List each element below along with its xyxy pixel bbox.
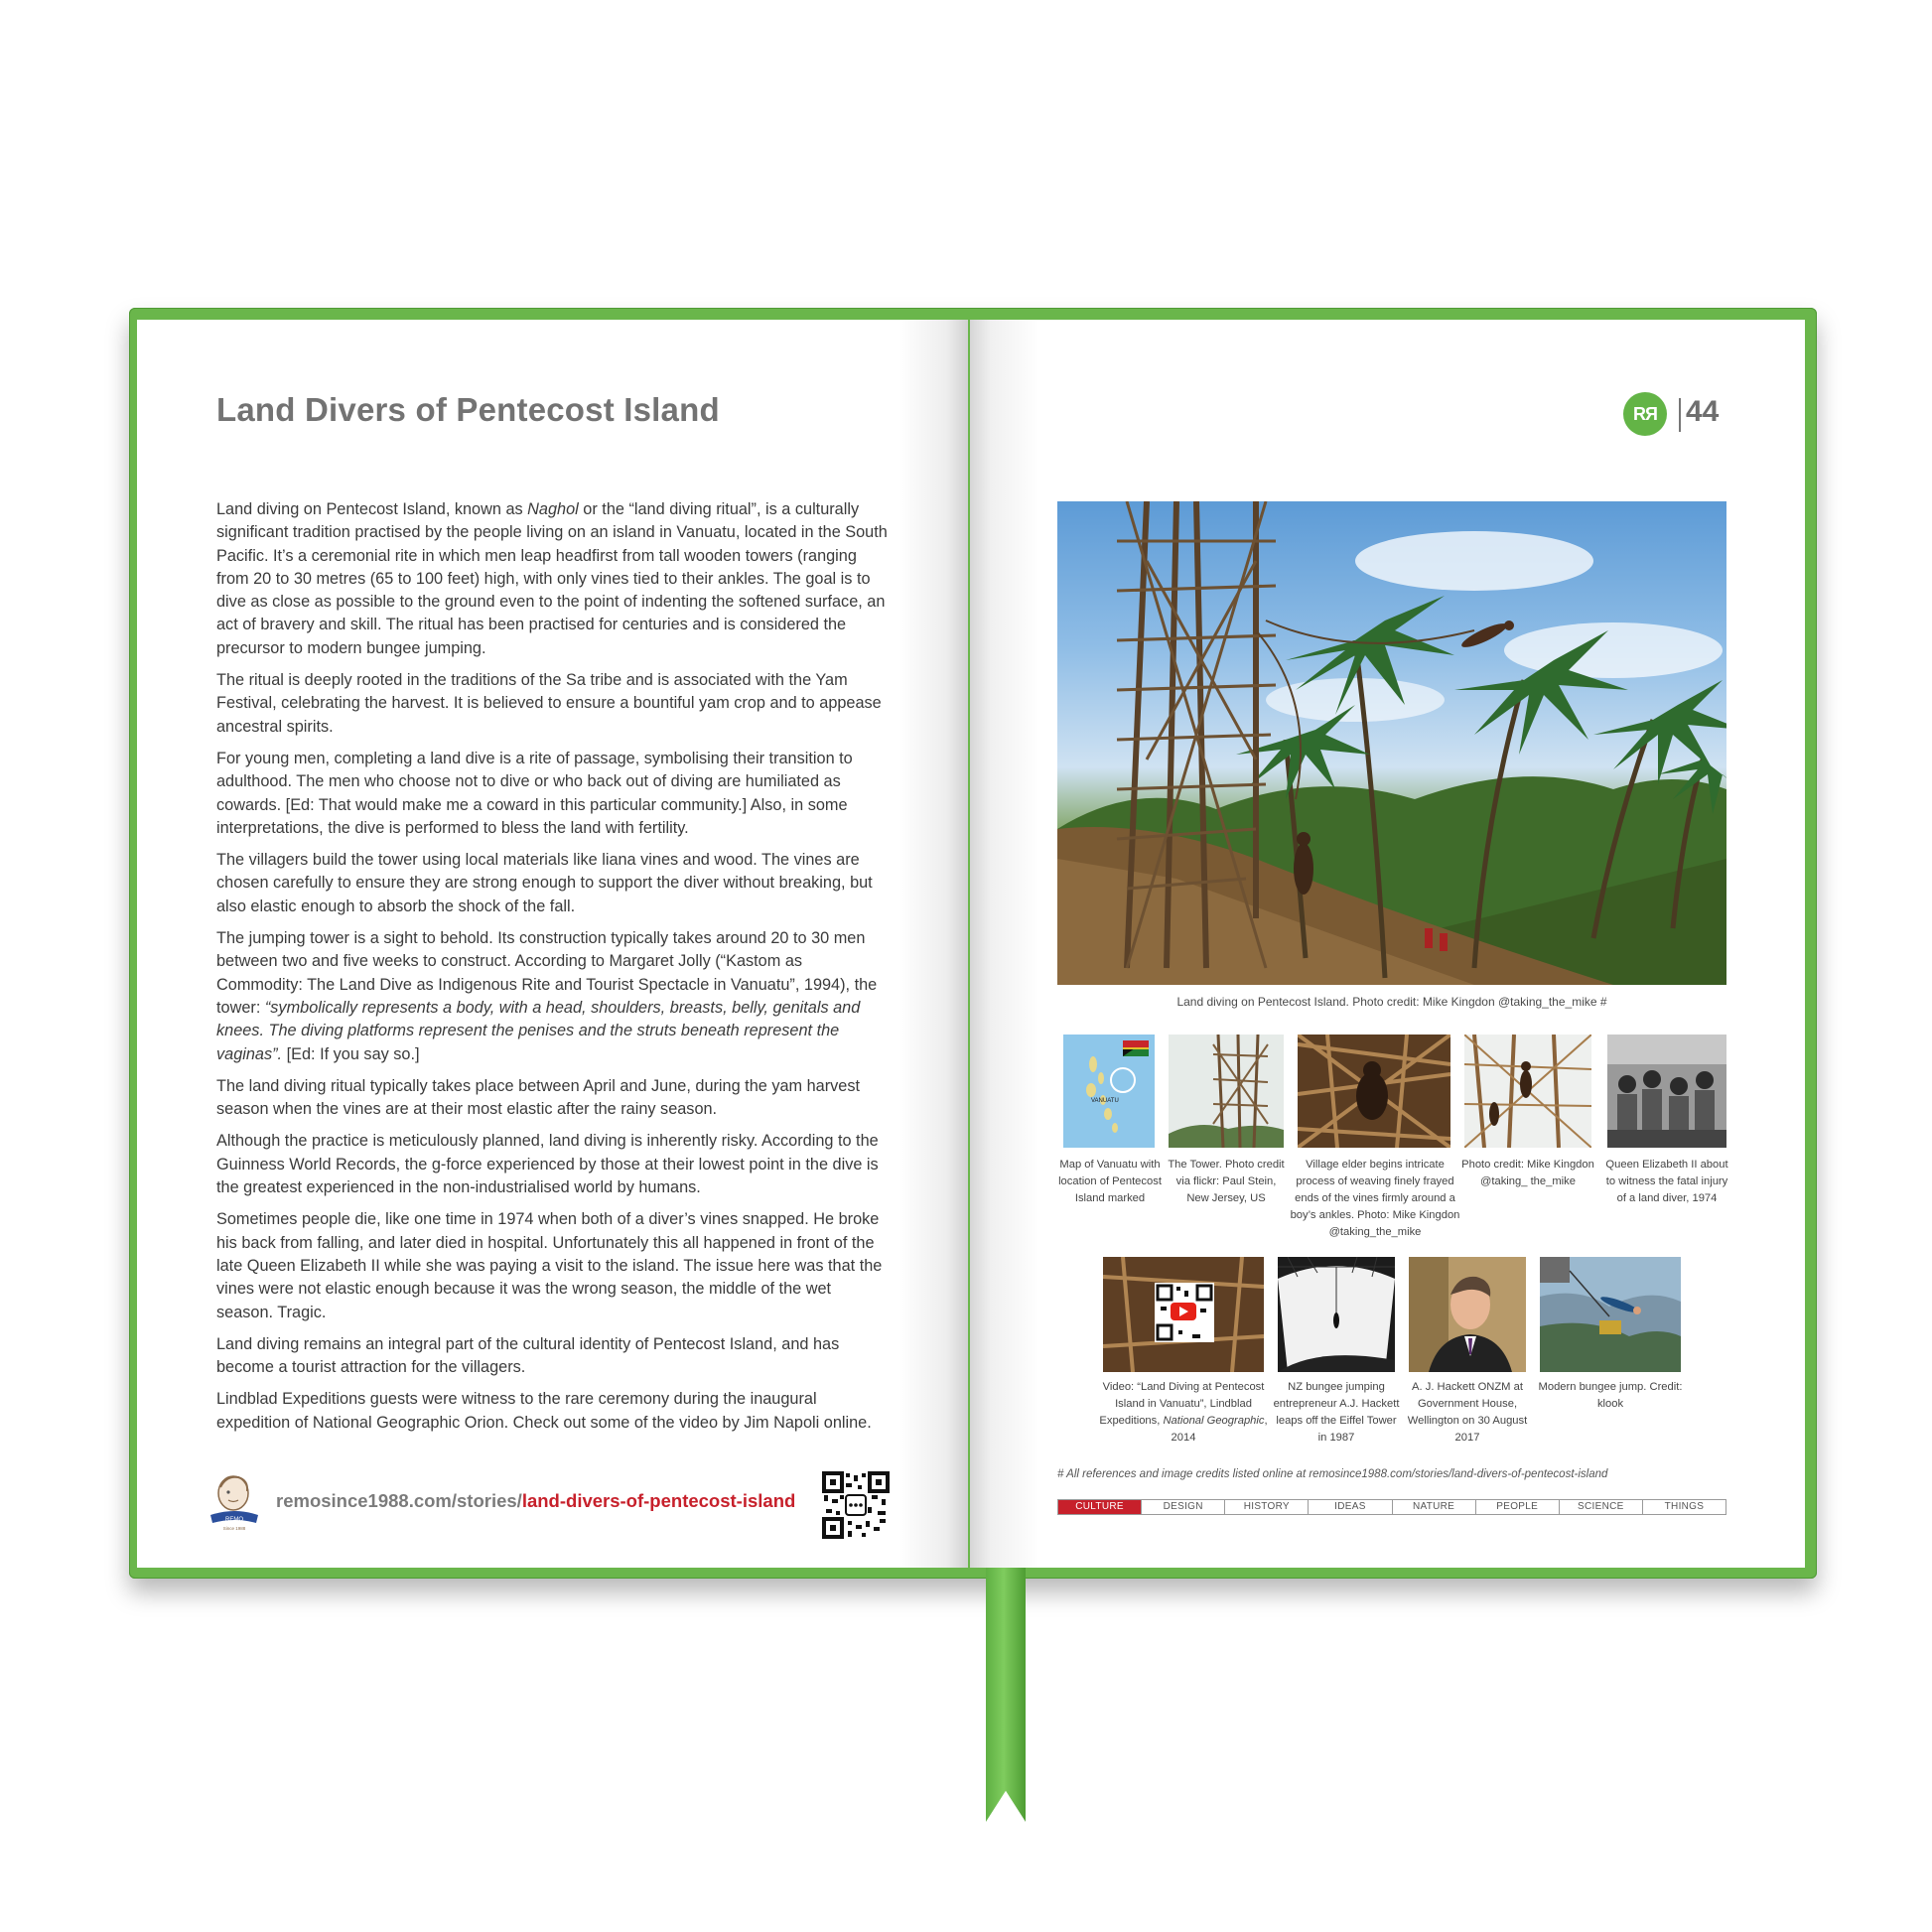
article-paragraph: The land diving ritual typically takes place between April and June, during the yam harvest season when the vines are at their most elastic after the rainy season. — [216, 1076, 860, 1119]
article-paragraph: For young men, completing a land dive is a rite of passage, symbolising their transition to adulthood. The men who choose not to dive or who back out of diving are humiliated as cowards. [Ed: That would make me a coward in this particular community.] Also, in some interpretations, the dive is performed to bless the land with fertility. — [216, 749, 853, 837]
article-paragraph: The jumping tower is a sight to behold. Its construction typically takes around 20 to 30 men between two and five weeks to construct. According to Margaret Jolly (“Kastom as Commodity: The Land Dive as Indigenous Rite and Tourist Spectacle in Vanuatu”, 1994), the tower: “symbolically represents a body, with a head, shoulders, breasts, belly, genitals and knees. The diving platforms represent the penises and the struts beneath represent the vaginas”. [Ed: If you say so.] — [216, 929, 878, 1063]
hero-photo — [1057, 501, 1726, 985]
thumb-divers — [1464, 1035, 1591, 1148]
category-science[interactable]: SCIENCE — [1560, 1500, 1643, 1514]
right-page — [970, 320, 1805, 1568]
article-body — [216, 498, 892, 1444]
category-things[interactable]: THINGS — [1664, 1501, 1705, 1512]
thumb-caption: Modern bungee jump. Credit: klook — [1538, 1381, 1683, 1410]
svg-text:REMO: REMO — [225, 1517, 243, 1523]
category-ideas[interactable]: IDEAS — [1309, 1500, 1392, 1514]
article-paragraph: Land diving on Pentecost Island, known as Naghol or the “land diving ritual”, is a culturally significant tradition practised by the people living on an island in Vanuatu, located in the South Pacific. It’s a ceremonial rite in which men leap headfirst from tall wooden towers (ranging from 20 to 30 metres (65 to 100 feet) high, with only vines tied to their ankles. The goal is to dive as close as possible to the ground even to the point of indenting the softened surface, an act of bravery and skill. The ritual has been practised for centuries and is considered the precursor to modern bungee jumping. — [216, 500, 888, 657]
bookmark-ribbon — [986, 1564, 1026, 1822]
article-paragraph: Sometimes people die, like one time in 1974 when both of a diver’s vines snapped. He broke his back from falling, and later died in hospital. Unfortunately this all happened in front of the late Queen Elizabeth II while she was paying a visit to the island. The issue here was that the vines were not elastic enough because it was the wrong season, the middle of the wet season. Tragic. — [216, 1210, 883, 1321]
thumb-caption: Map of Vanuatu with location of Pentecost Island marked — [1058, 1159, 1162, 1204]
page-number-divider — [1679, 398, 1681, 432]
article-paragraph: Although the practice is meticulously planned, land diving is inherently risky. According to the Guinness World Records, the g-force experienced by those at their lowest point in the dive is the greatest experienced in the non-industrialised world by humans. — [216, 1132, 879, 1197]
thumb-caption: NZ bungee jumping entrepreneur A.J. Hackett leaps off the Eiffel Tower in 1987 — [1273, 1381, 1400, 1444]
left-page — [137, 320, 968, 1568]
category-culture[interactable]: CULTURE — [1058, 1500, 1142, 1514]
thumb-bungee — [1540, 1257, 1681, 1372]
gutter-shadow — [970, 320, 1039, 1568]
svg-text:Since 1988: Since 1988 — [222, 1526, 246, 1531]
article-paragraph: Lindblad Expeditions guests were witness to the rare ceremony during the inaugural expedition of National Geographic Orion. Check out some of the video by Jim Napoli online. — [216, 1390, 872, 1432]
page-number: 44 — [1686, 395, 1720, 428]
gutter-shadow — [898, 320, 968, 1568]
thumb-hackett — [1409, 1257, 1526, 1372]
article-paragraph: The villagers build the tower using local materials like liana vines and wood. The vines are chosen carefully to ensure they are strong enough to support the diver without breaking, but also elastic enough to absorb the shock of the fall. — [216, 851, 873, 915]
category-people[interactable]: PEOPLE — [1476, 1500, 1560, 1514]
qr-code-icon — [822, 1471, 890, 1539]
thumb-caption: Village elder begins intricate process of weaving finely frayed ends of the vines firmly around a boy’s ankles. Photo: Mike Kingdon @taking_the_mike — [1290, 1159, 1460, 1238]
category-nature[interactable]: NATURE — [1393, 1500, 1476, 1514]
thumb-eiffel — [1278, 1257, 1395, 1372]
thumb-caption: The Tower. Photo credit via flickr: Paul Stein, New Jersey, US — [1168, 1159, 1285, 1204]
category-design[interactable]: DESIGN — [1142, 1500, 1225, 1514]
category-bar — [1057, 1499, 1726, 1515]
thumb-caption: Video: “Land Diving at Pentecost Island in Vanuatu”, Lindblad Expeditions, National Geographic, 2014 — [1099, 1381, 1268, 1444]
article-paragraph: Land diving remains an integral part of the cultural identity of Pentecost Island, and has become a tourist attraction for the villagers. — [216, 1334, 840, 1377]
thumb-queen — [1607, 1035, 1726, 1148]
article-paragraph: The ritual is deeply rooted in the traditions of the Sa tribe and is associated with the Yam Festival, celebrating the harvest. It is believed to ensure a bountiful yam crop and to appease ancestral spirits. — [216, 671, 882, 736]
page-footer — [207, 1471, 931, 1561]
thumb-video[interactable] — [1103, 1257, 1264, 1372]
category-history[interactable]: HISTORY — [1225, 1500, 1309, 1514]
thumb-tower — [1169, 1035, 1284, 1148]
hero-caption: Land diving on Pentecost Island. Photo credit: Mike Kingdon @taking_the_mike # — [1176, 995, 1607, 1009]
story-url-link[interactable]: remosince1988.com/stories/land-divers-of-pentecost-island — [276, 1490, 796, 1511]
article-title: Land Divers of Pentecost Island — [216, 391, 720, 428]
thumb-weaving — [1298, 1035, 1450, 1148]
references-note: # All references and image credits listed online at remosince1988.com/stories/land-divers-of-pentecost-island — [1057, 1468, 1608, 1480]
thumb-map — [1063, 1035, 1155, 1148]
thumb-caption: Photo credit: Mike Kingdon @taking_ the_mike — [1461, 1159, 1594, 1187]
svg-text:VANUATU: VANUATU — [1091, 1098, 1119, 1104]
rr-logo-badge: RЯ — [1623, 392, 1667, 436]
thumb-caption: A. J. Hackett ONZM at Government House, Wellington on 30 August 2017 — [1407, 1381, 1528, 1444]
thumb-caption: Queen Elizabeth II about to witness the fatal injury of a land diver, 1974 — [1605, 1159, 1728, 1204]
remo-logo-icon — [207, 1471, 262, 1533]
